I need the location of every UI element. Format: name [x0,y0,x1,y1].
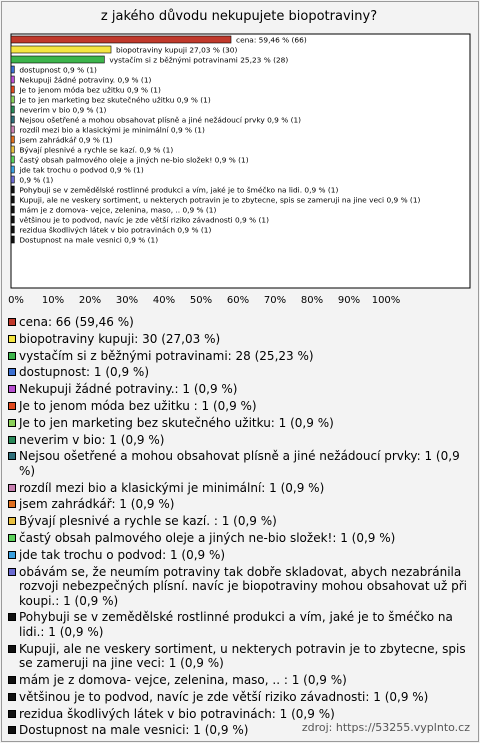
bar-11 [11,136,14,143]
legend-swatch [8,676,16,684]
legend-label: mám je z domova- vejce, zelenina, maso, .. : 1 (0,9 %) [19,673,347,688]
legend-item [7,433,469,448]
bar-2 [11,46,111,53]
bar-label-12: Bývají plesnivé a rychle se kazí. 0,9 % (1) [19,145,174,155]
legend-label: cena: 66 (59,46 %) [19,315,134,329]
bar-label-20: rezidua škodlivých látek v bio potravinách 0,9 % (1) [19,225,212,235]
legend-swatch [8,352,16,360]
legend-swatch [8,551,16,559]
legend-label: rezidua škodlivých látek v bio potravinách: 1 (0,9 %) [19,706,335,721]
legend-label: vystačím si z běžnými potravinami: 28 (25,23 %) [19,348,314,363]
bar-label-8: neverim v bio 0,9 % (1) [19,105,107,115]
legend-item [7,514,469,529]
legend-item [7,531,469,546]
bar-4 [11,66,14,73]
legend-label: Je to jen marketing bez skutečného užitku: 1 (0,9 %) [19,415,334,430]
bar-1 [11,36,231,43]
legend-swatch [8,710,16,718]
legend-swatch [8,693,16,701]
legend-item [7,481,469,496]
bar-7 [11,96,14,103]
legend-swatch [8,419,16,427]
bar-18 [11,206,14,213]
source-link[interactable]: zdroj: https://53255.vyplnto.cz [301,721,470,734]
bar-label-7: Je to jen marketing bez skutečného užitku 0,9 % (1) [19,95,211,105]
legend-item [7,349,469,364]
legend-item [7,365,469,380]
legend-label: častý obsah palmového oleje a jiných ne-bio složek!: 1 (0,9 %) [19,531,396,546]
x-tick-label: 100% [371,295,401,306]
bar-label-19: většinou je to podvod, navíc je zde větší riziko závadnosti 0,9 % (1) [19,215,269,225]
chart-title: z jakého důvodu nekupujete biopotraviny? [100,9,378,24]
bar-label-2: biopotraviny kupuji 27,03 % (30) [116,45,238,55]
legend-label: jde tak trochu o podvod: 1 (0,9 %) [19,547,226,562]
legend-item [7,449,469,478]
legend-label: obávám se, že neumím potraviny tak dobře skladovat, abych nezabránila rozvoji nebezpečných plísní. navíc je biopotraviny mohou obsahovat už při koupi.: 1 (0,9 %) [19,564,467,608]
bar-3 [11,56,104,63]
legend-item [7,497,469,512]
legend-swatch [8,402,16,410]
legend-swatch [8,436,16,444]
bar-14 [11,166,14,173]
legend-item [7,690,469,705]
legend-item [7,565,469,609]
legend-item [7,315,469,330]
bar-13 [11,156,14,163]
legend-item [7,416,469,431]
legend-swatch [8,385,16,393]
bar-label-3: vystačím si z běžnými potravinami 25,23 % (28) [109,55,289,65]
legend-item [7,642,469,671]
legend-swatch [8,452,16,460]
legend-swatch [8,534,16,542]
legend-label: rozdíl mezi bio a klasickými je minimální: 1 (0,9 %) [19,480,325,495]
legend-item [7,673,469,688]
legend-label: Dostupnost na male vesnici: 1 (0,9 %) [19,723,249,738]
legend-label: Kupuji, ale ne veskery sortiment, u nekterych potravin je to zbytecne, spis se zameruji na jine veci: 1 (0,9 %) [19,641,466,671]
legend-label: Bývají plesnivé a rychle se kazí. : 1 (0,9 %) [19,514,277,529]
bar-label-10: rozdíl mezi bio a klasickými je minimální 0,9 % (1) [19,125,205,135]
x-tick-label: 70% [263,295,287,306]
legend [7,315,469,740]
legend-swatch [8,726,16,734]
x-tick-label: 30% [115,295,139,306]
bar-9 [11,116,14,123]
bar-label-17: Kupuji, ale ne veskery sortiment, u nekterych potravin je to zbytecne, spis se zameruji na jine veci 0,9 % (1) [19,195,421,205]
bar-19 [11,216,14,223]
legend-swatch [8,500,16,508]
bar-5 [11,76,14,83]
legend-swatch [8,517,16,525]
legend-label: dostupnost: 1 (0,9 %) [19,365,150,380]
bar-15 [11,176,14,183]
legend-label: Je to jenom móda bez užitku : 1 (0,9 %) [19,398,257,413]
legend-label: neverim v bio: 1 (0,9 %) [19,432,165,447]
x-tick-label: 80% [300,295,324,306]
x-tick-label: 10% [41,295,65,306]
bar-label-11: jsem zahrádkář 0,9 % (1) [19,135,113,145]
legend-item [7,382,469,397]
legend-label: Pohybuji se v zemědělské rostlinné produkci a vím, jaké je to šméčko na lidi.: 1 (0,9 %) [19,610,453,639]
x-tick-label: 60% [226,295,250,306]
legend-swatch [8,568,16,576]
bar-label-15: 0,9 % (1) [19,175,54,185]
bar-8 [11,106,14,113]
legend-label: většinou je to podvod, navíc je zde větší riziko závadnosti: 1 (0,9 %) [19,689,429,704]
legend-swatch [8,368,16,376]
x-tick-label: 40% [152,295,176,306]
bar-label-14: jde tak trochu o podvod 0,9 % (1) [19,165,144,175]
legend-item [7,399,469,414]
legend-label: biopotraviny kupuji: 30 (27,03 %) [19,331,221,346]
legend-label: jsem zahrádkář: 1 (0,9 %) [19,497,175,512]
legend-swatch [8,318,16,326]
legend-item [7,332,469,347]
bar-label-1: cena: 59,46 % (66) [236,35,307,45]
bar-16 [11,186,14,193]
bar-label-16: Pohybuji se v zemědělské rostlinné produkci a vím, jaké je to šméčko na lidi. 0,9 % (1) [19,185,339,195]
bar-12 [11,146,14,153]
x-tick-label: 90% [337,295,361,306]
x-tick-label: 50% [189,295,213,306]
bar-21 [11,236,14,243]
legend-swatch [8,484,16,492]
legend-item [7,610,469,639]
bar-label-4: dostupnost 0,9 % (1) [19,65,97,75]
bar-20 [11,226,14,233]
legend-swatch [8,645,16,653]
bar-6 [11,86,14,93]
legend-label: Nejsou ošetřené a mohou obsahovat plísně a jiné nežádoucí prvky: 1 (0,9 %) [19,449,460,478]
legend-item [7,548,469,563]
bar-label-6: Je to jenom móda bez užitku 0,9 % (1) [19,85,161,95]
x-tick-label: 20% [78,295,102,306]
bar-label-21: Dostupnost na male vesnici 0,9 % (1) [19,235,159,245]
bar-label-5: Nekupuji žádné potraviny. 0,9 % (1) [19,75,152,85]
bar-label-18: mám je z domova- vejce, zelenina, maso, .. 0,9 % (1) [19,205,217,215]
bar-label-13: častý obsah palmového oleje a jiných ne-bio složek! 0,9 % (1) [19,155,249,165]
legend-item [7,707,469,722]
bar-10 [11,126,14,133]
legend-swatch [8,335,16,343]
legend-label: Nekupuji žádné potraviny.: 1 (0,9 %) [19,382,238,397]
legend-swatch [8,613,16,621]
x-tick-label: 0% [8,295,24,306]
bar-label-9: Nejsou ošetřené a mohou obsahovat plísně a jiné nežádoucí prvky 0,9 % (1) [19,115,302,125]
bar-17 [11,196,14,203]
